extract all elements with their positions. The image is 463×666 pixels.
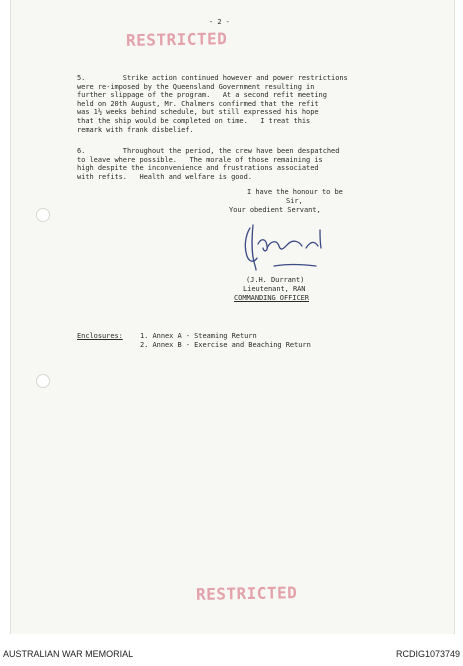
signatory-name: (J.H. Durrant)	[246, 276, 305, 284]
signatory-title: COMMANDING OFFICER	[234, 294, 309, 302]
paragraph-line: was 1½ weeks behind schedule, but still expressed his hope	[77, 108, 319, 117]
paragraph-line: 5. Strike action continued however and power restrictions	[77, 74, 348, 82]
page-number: - 2 -	[209, 18, 230, 26]
restricted-stamp-bottom: RESTRICTED	[195, 583, 298, 604]
restricted-stamp-top: RESTRICTED	[125, 29, 228, 50]
paragraph-line: to leave where possible. The morale of those remaining is	[77, 155, 323, 164]
paragraph-line: held on 20th August, Mr. Chalmers confirmed that the refit	[77, 99, 319, 108]
closing-line: Sir,	[286, 197, 303, 205]
paragraph-line: that the ship would be completed on time. I treat this	[77, 117, 311, 125]
punch-hole	[36, 374, 50, 388]
enclosures-label: Enclosures:	[77, 332, 123, 340]
paragraph-line: high despite the inconvenience and frustrations associated	[77, 164, 319, 173]
footer-institution: AUSTRALIAN WAR MEMORIAL	[3, 649, 134, 659]
closing-line: Your obedient Servant,	[229, 206, 321, 214]
closing-line: I have the honour to be	[247, 188, 343, 196]
paragraph-line: were re-imposed by the Queensland Government resulting in	[77, 82, 315, 91]
paragraph-line: further slippage of the program. At a second refit meeting	[77, 91, 327, 100]
punch-hole	[36, 208, 50, 222]
paragraph-line: with refits. Health and welfare is good.	[77, 172, 252, 181]
signatory-rank: Lieutenant, RAN	[243, 285, 306, 293]
signature	[236, 222, 332, 274]
paragraph-line: remark with frank disbelief.	[77, 125, 194, 134]
enclosure-item: 2. Annex B - Exercise and Beaching Return	[140, 341, 311, 349]
enclosure-item: 1. Annex A - Steaming Return	[140, 332, 257, 340]
footer-record-id: RCDIG1073749	[395, 649, 460, 659]
paragraph-line: 6. Throughout the period, the crew have been despatched	[77, 147, 340, 155]
